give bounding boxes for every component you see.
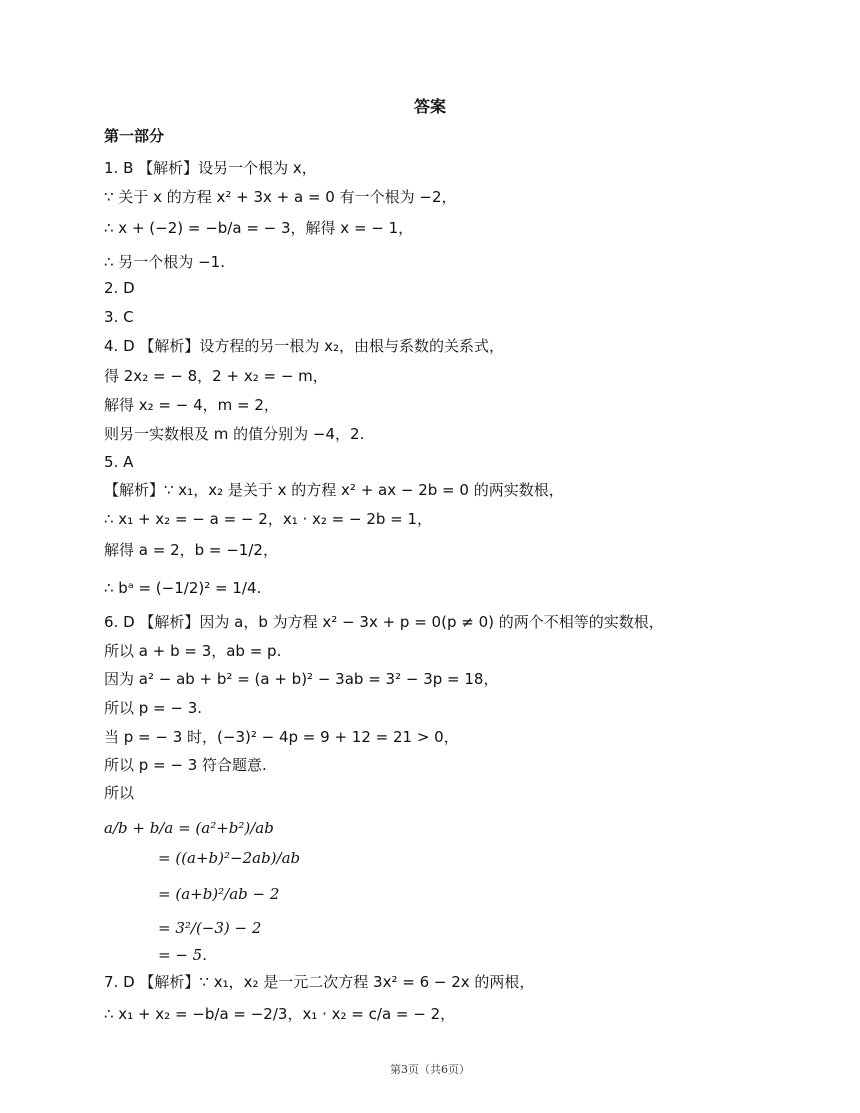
answer-line: 6. D 【解析】因为 a，b 为方程 x² − 3x + p = 0(p ≠ 0) 的两个不相等的实数根， (104, 613, 664, 631)
page-footer: 第3页（共6页） (390, 1063, 470, 1076)
answer-line: 2. D (104, 279, 135, 297)
answer-line: 3. C (104, 308, 134, 326)
answer-line: 1. B 【解析】设另一个根为 x， (104, 159, 317, 177)
derivation-step: = (a+b)²/ab − 2 (158, 885, 280, 903)
answer-line: ∵ 关于 x 的方程 x² + 3x + a = 0 有一个根为 −2， (104, 188, 457, 206)
answer-line: 则另一实数根及 m 的值分别为 −4，2. (104, 425, 365, 443)
answer-line: ∴ x + (−2) = −b/a = − 3，解得 x = − 1， (104, 219, 414, 237)
derivation-step: = − 5. (158, 946, 207, 964)
answer-line: 因为 a² − ab + b² = (a + b)² − 3ab = 3² − 3p = 18， (104, 670, 499, 688)
answer-line: 5. A (104, 453, 134, 471)
derivation-step: a/b + b/a = (a²+b²)/ab (104, 819, 274, 837)
page-title: 答案 (413, 97, 446, 116)
answer-line: 【解析】∵ x₁，x₂ 是关于 x 的方程 x² + ax − 2b = 0 的两实数根， (104, 481, 564, 499)
answer-line: 7. D 【解析】∵ x₁，x₂ 是一元二次方程 3x² = 6 − 2x 的两根， (104, 973, 535, 991)
section-heading: 第一部分 (104, 127, 165, 145)
answer-line: 解得 x₂ = − 4，m = 2， (104, 396, 279, 414)
derivation-step: = 3²/(−3) − 2 (158, 919, 262, 937)
answer-line: 所以 (104, 784, 135, 802)
derivation-step: = ((a+b)²−2ab)/ab (158, 849, 301, 867)
answer-line: 得 2x₂ = − 8，2 + x₂ = − m， (104, 367, 328, 385)
answer-line: ∴ x₁ + x₂ = − a = − 2，x₁ · x₂ = − 2b = 1， (104, 510, 433, 528)
answer-line: 所以 p = − 3. (104, 699, 203, 717)
answer-line: 解得 a = 2，b = −1/2， (104, 541, 278, 559)
answer-line: 4. D 【解析】设方程的另一根为 x₂，由根与系数的关系式， (104, 337, 505, 355)
answer-line: 所以 a + b = 3，ab = p. (104, 642, 282, 660)
answer-line: ∴ bᵃ = (−1/2)² = 1/4. (104, 579, 262, 597)
answer-line: 当 p = − 3 时，(−3)² − 4p = 9 + 12 = 21 > 0， (104, 728, 459, 746)
answer-line: ∴ 另一个根为 −1. (104, 253, 225, 271)
answer-line: ∴ x₁ + x₂ = −b/a = −2/3，x₁ · x₂ = c/a = − 2， (104, 1005, 456, 1023)
answer-line: 所以 p = − 3 符合题意. (104, 756, 267, 774)
